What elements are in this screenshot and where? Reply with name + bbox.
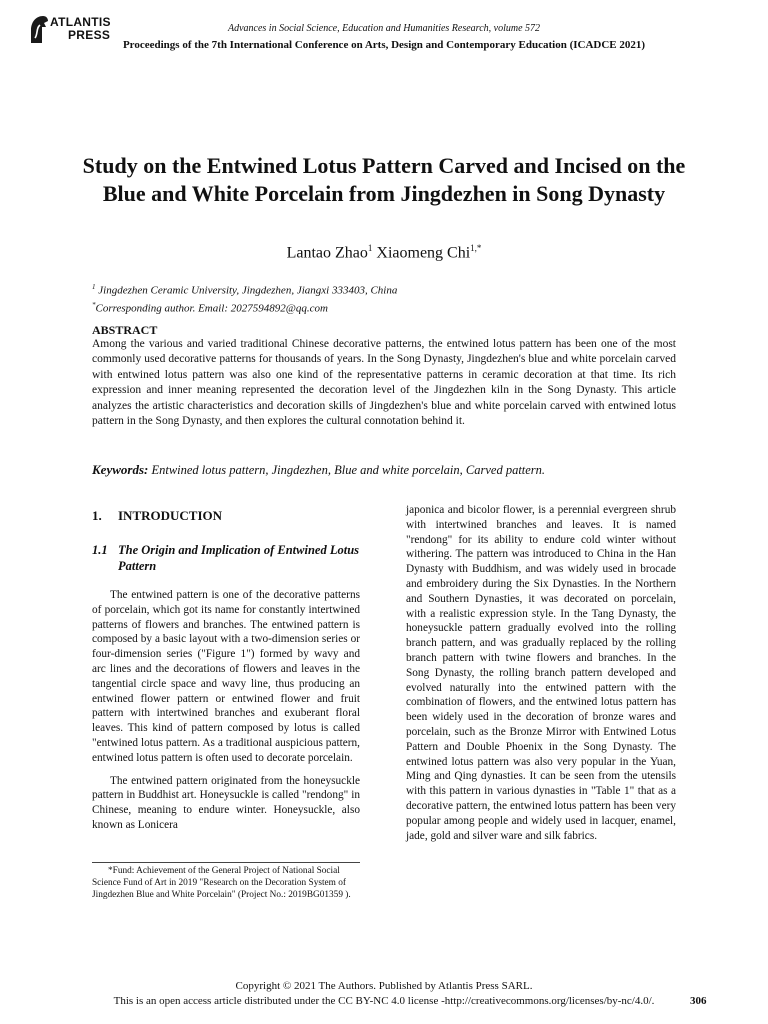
left-column — [92, 508, 360, 833]
footnote — [92, 862, 360, 901]
right-column — [406, 503, 676, 843]
affiliation-mark: 1 — [92, 283, 96, 291]
footnote-text: *Fund: Achievement of the General Project of National Social Science Fund of Art in 2019 "Research on the Decoration System of Jingdezhen Blue and White Porcelain" (Project No.: 2019BG01359 ). — [92, 866, 351, 900]
page-number: 306 — [690, 995, 707, 1007]
affiliation-line — [92, 280, 397, 298]
body-paragraph: The entwined pattern originated from the honeysuckle pattern in Buddhist art. Honeysuckle is called "rendong" in Chinese, meaning to endure winter. Honeysuckle, also known as Lonicera — [92, 774, 360, 831]
proceedings-line: Proceedings of the 7th International Conference on Arts, Design and Contemporary Education (ICADCE 2021) — [122, 39, 646, 51]
keywords-label: Keywords: — [92, 462, 149, 477]
paper-title: Study on the Entwined Lotus Pattern Carved and Incised on the Blue and White Porcelain from Jingdezhen in Song Dynasty — [82, 153, 686, 206]
corresponding-text: Corresponding author. Email: 2027594892@qq.com — [95, 302, 328, 315]
author-name: Lantao Zhao — [286, 244, 368, 262]
author-line — [0, 243, 768, 262]
logo-text-atlantis: ATLANTIS — [50, 15, 111, 29]
section-title: INTRODUCTION — [118, 508, 223, 523]
keywords-text: Entwined lotus pattern, Jingdezhen, Blue and white porcelain, Carved pattern. — [151, 463, 546, 477]
affiliation-text: Jingdezhen Ceramic University, Jingdezhen, Jiangxi 333403, China — [98, 284, 398, 297]
abstract-text: Among the various and varied traditional Chinese decorative patterns, the entwined lotus pattern has been one of the most commonly used decorative patterns for thousands of years. In the Song Dynasty, Jingdezhen's blue and white porcelain carved with entwined lotus pattern was also one kind of the representative patterns in ceramic decoration at that time. Its rich expression and inner meaning represented the decoration level of the Jingdezhen kiln in the Song Dynasty. This article analyzes the artistic characteristics and decoration skills of Jingdezhen's blue and white porcelain carved with entwined lotus pattern in the Song Dynasty, and then explores the cultural connotation behind it. — [92, 338, 676, 428]
copyright-line: Copyright © 2021 The Authors. Published by Atlantis Press SARL. — [235, 980, 533, 992]
subsection-title: The Origin and Implication of Entwined Lotus Pattern — [118, 543, 360, 573]
affiliations — [92, 280, 397, 315]
subsection-heading — [92, 542, 360, 574]
keywords — [92, 462, 676, 478]
body-paragraph: The entwined pattern is one of the decorative patterns of porcelain, which got its name for constantly intertwined patterns of flowers and branches. The entwined pattern is composed by a basic layout with a two-dimension series or four-dimension series ("Figure 1") formed by wavy and arc lines and the decorations of flowers and leaves in the tangential circle space and wavy line, thus producing an entwined flower pattern or entwined flower and fruit pattern with intertwined branches and exuberant floral leaves. This kind of pattern composed by lotus is called "entwined lotus pattern. As a traditional auspicious pattern, entwined lotus pattern is often used to decorate porcelain. — [92, 589, 360, 764]
corresponding-mark: * — [92, 300, 96, 309]
corresponding-line — [92, 298, 397, 316]
author-affiliation-mark: 1,* — [470, 243, 482, 253]
body-paragraph: japonica and bicolor flower, is a perennial evergreen shrub with intertwined branches and leaves. It is named "rendong" for its ability to endure cold winter without withering. The pattern was introduced to China in the Han Dynasty with Buddhism, and was widely used in brocade and embroidery during the Six Dynasties. In the Northern and Southern Dynasties, it was decorated on porcelain, with a realistic expression style. In the Tang Dynasty, the honeysuckle pattern gradually evolved into the rolling branch pattern, and was gradually replaced by the rolling branch pattern with twine flowers and branches. In the Song Dynasty, the rolling branch pattern developed and evolved naturally into the entwined pattern with the combination of flowers, and the entwined lotus pattern has been widely used in the decoration of bronze wares and porcelain, such as the Bronze Mirror with Entwined Lotus Pattern and Double Phoenix in the Song Dynasty. The entwined lotus pattern was also very popular in the Yuan, Ming and Qing dynasties. It can be seen from the utensils with this pattern in various dynasties in "Table 1" that as a decorative pattern, the entwined lotus pattern has been very popular among people and widely used in lacquer, enamel, jade, gold and silver ware and silk fabrics. — [406, 504, 676, 842]
journal-line: Advances in Social Science, Education and Humanities Research, volume 572 — [227, 23, 541, 34]
abstract-heading: ABSTRACT — [92, 323, 158, 337]
license-line: This is an open access article distributed under the CC BY-NC 4.0 license -http://creativecommons.org/licenses/by-nc/4.0/. — [113, 995, 655, 1007]
section-heading — [92, 508, 360, 524]
author-name: Xiaomeng Chi — [376, 244, 471, 262]
author-affiliation-mark: 1 — [367, 243, 373, 253]
section-number: 1. — [92, 508, 102, 523]
logo-text-press: PRESS — [68, 28, 111, 42]
subsection-number: 1.1 — [92, 543, 108, 557]
